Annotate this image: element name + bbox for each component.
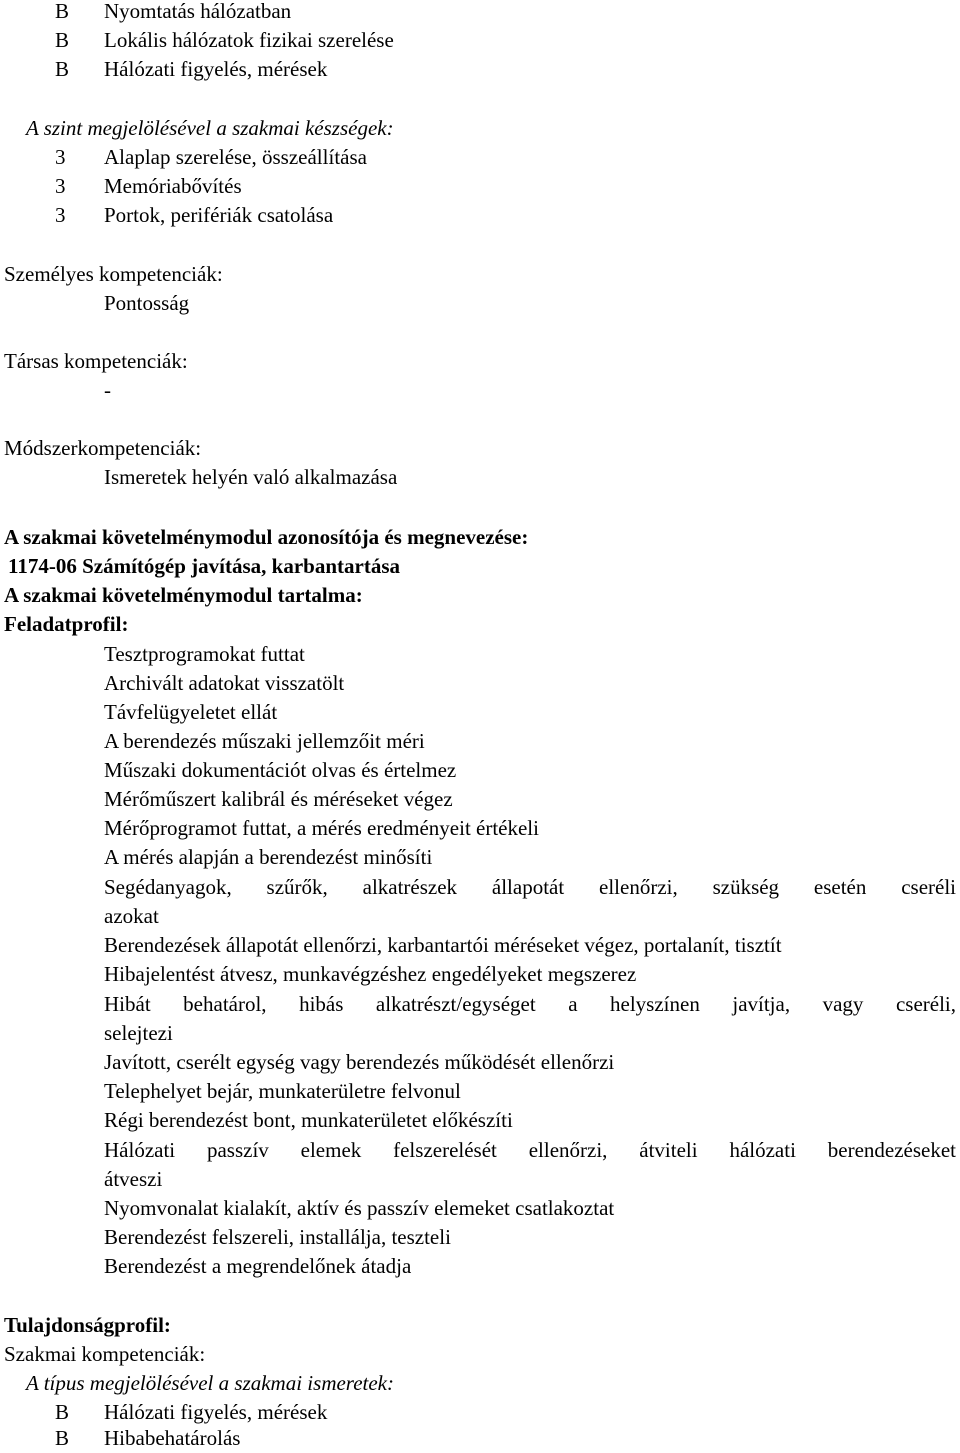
skill-text: Nyomtatás hálózatban <box>104 0 292 23</box>
module-id-heading-row <box>0 523 960 552</box>
personal-label: Személyes kompetenciák: <box>4 262 223 286</box>
task-item-continuation <box>0 1165 960 1194</box>
task-profile-heading-row <box>0 610 960 639</box>
module-id-heading: A szakmai követelménymodul azonosítója és megnevezése: <box>4 525 529 549</box>
task-item <box>0 669 960 698</box>
task-item-continuation <box>0 1019 960 1048</box>
task-text: selejtezi <box>104 1021 173 1045</box>
task-item <box>0 785 960 814</box>
task-text: Hibát behatárol, hibás alkatrészt/egységet a helyszínen javítja, vagy cseréli, <box>104 992 956 1016</box>
professional-competencies-row <box>0 1340 960 1369</box>
skill-row <box>0 1424 960 1453</box>
task-item <box>0 1223 960 1252</box>
skill-level: 3 <box>55 203 66 227</box>
level-heading: A szint megjelölésével a szakmai készségek: <box>26 116 394 140</box>
task-text: Berendezést a megrendelőnek átadja <box>104 1254 412 1278</box>
task-text: Hibajelentést átvesz, munkavégzéshez engedélyeket megszerez <box>104 962 637 986</box>
task-profile-heading: Feladatprofil: <box>4 612 129 636</box>
task-item <box>0 1252 960 1281</box>
skill-text: Lokális hálózatok fizikai szerelése <box>104 28 394 52</box>
task-text: Segédanyagok, szűrők, alkatrészek állapotát ellenőrzi, szükség esetén cseréli <box>104 875 956 899</box>
level-heading-row <box>0 114 960 143</box>
task-item <box>0 727 960 756</box>
task-text: Hálózati passzív elemek felszerelését ellenőrzi, átviteli hálózati berendezéseket <box>104 1138 956 1162</box>
type-heading: A típus megjelölésével a szakmai ismeretek: <box>26 1371 394 1395</box>
task-text: Műszaki dokumentációt olvas és értelmez <box>104 758 457 782</box>
skill-level: 3 <box>55 145 66 169</box>
social-value-row <box>0 376 960 405</box>
skill-text: Hibabehatárolás <box>104 1426 241 1450</box>
skill-text: Portok, perifériák csatolása <box>104 203 334 227</box>
task-text: Nyomvonalat kialakít, aktív és passzív elemeket csatlakoztat <box>104 1196 615 1220</box>
skill-level: B <box>55 0 70 23</box>
skill-level: 3 <box>55 174 66 198</box>
task-item <box>0 640 960 669</box>
method-value-row <box>0 463 960 492</box>
method-value: Ismeretek helyén való alkalmazása <box>104 465 398 489</box>
method-label-row <box>0 434 960 463</box>
task-item <box>0 960 960 989</box>
task-item <box>0 990 960 1019</box>
task-text: átveszi <box>104 1167 163 1191</box>
task-item <box>0 1048 960 1077</box>
task-text: Archivált adatokat visszatölt <box>104 671 345 695</box>
skill-row <box>0 55 960 84</box>
task-text: Távfelügyeletet ellát <box>104 700 278 724</box>
task-text: azokat <box>104 904 159 928</box>
personal-label-row <box>0 260 960 289</box>
task-item <box>0 698 960 727</box>
type-heading-row <box>0 1369 960 1398</box>
task-text: Berendezést felszereli, installálja, teszteli <box>104 1225 451 1249</box>
skill-level: B <box>55 1426 70 1450</box>
personal-value: Pontosság <box>104 291 190 315</box>
task-text: Mérőműszert kalibrál és méréseket végez <box>104 787 453 811</box>
task-text: Régi berendezést bont, munkaterületet előkészíti <box>104 1108 513 1132</box>
property-profile-heading-row <box>0 1311 960 1340</box>
task-item <box>0 931 960 960</box>
task-text: Berendezések állapotát ellenőrzi, karbantartói méréseket végez, portalanít, tisztít <box>104 933 782 957</box>
skill-level: B <box>55 1400 70 1424</box>
task-item <box>0 1136 960 1165</box>
skill-row <box>0 1398 960 1427</box>
module-id-value-row <box>0 552 960 581</box>
skill-row <box>0 0 960 26</box>
skill-text: Memóriabővítés <box>104 174 242 198</box>
skill-level: B <box>55 28 70 52</box>
task-text: Javított, cserélt egység vagy berendezés működését ellenőrzi <box>104 1050 615 1074</box>
task-item <box>0 756 960 785</box>
task-item-continuation <box>0 902 960 931</box>
professional-competencies: Szakmai kompetenciák: <box>4 1342 206 1366</box>
skill-row <box>0 26 960 55</box>
skill-row <box>0 143 960 172</box>
task-item <box>0 1077 960 1106</box>
social-label: Társas kompetenciák: <box>4 349 188 373</box>
task-item <box>0 1194 960 1223</box>
skill-row <box>0 172 960 201</box>
skill-level: B <box>55 57 70 81</box>
task-item <box>0 814 960 843</box>
method-label: Módszerkompetenciák: <box>4 436 202 460</box>
skill-text: Alaplap szerelése, összeállítása <box>104 145 367 169</box>
social-value: - <box>104 378 111 402</box>
social-label-row <box>0 347 960 376</box>
skill-text: Hálózati figyelés, mérések <box>104 57 328 81</box>
skill-text: Hálózati figyelés, mérések <box>104 1400 328 1424</box>
skill-row <box>0 201 960 230</box>
task-item <box>0 873 960 902</box>
task-text: Telephelyet bejár, munkaterületre felvonul <box>104 1079 461 1103</box>
personal-value-row <box>0 289 960 318</box>
module-content-heading: A szakmai követelménymodul tartalma: <box>4 583 363 607</box>
module-content-heading-row <box>0 581 960 610</box>
property-profile-heading: Tulajdonságprofil: <box>4 1313 171 1337</box>
task-item <box>0 1106 960 1135</box>
task-text: A mérés alapján a berendezést minősíti <box>104 845 433 869</box>
task-text: Mérőprogramot futtat, a mérés eredményeit értékeli <box>104 816 539 840</box>
task-text: A berendezés műszaki jellemzőit méri <box>104 729 425 753</box>
task-text: Tesztprogramokat futtat <box>104 642 305 666</box>
module-id-value: 1174-06 Számítógép javítása, karbantartása <box>8 554 400 578</box>
task-item <box>0 843 960 872</box>
